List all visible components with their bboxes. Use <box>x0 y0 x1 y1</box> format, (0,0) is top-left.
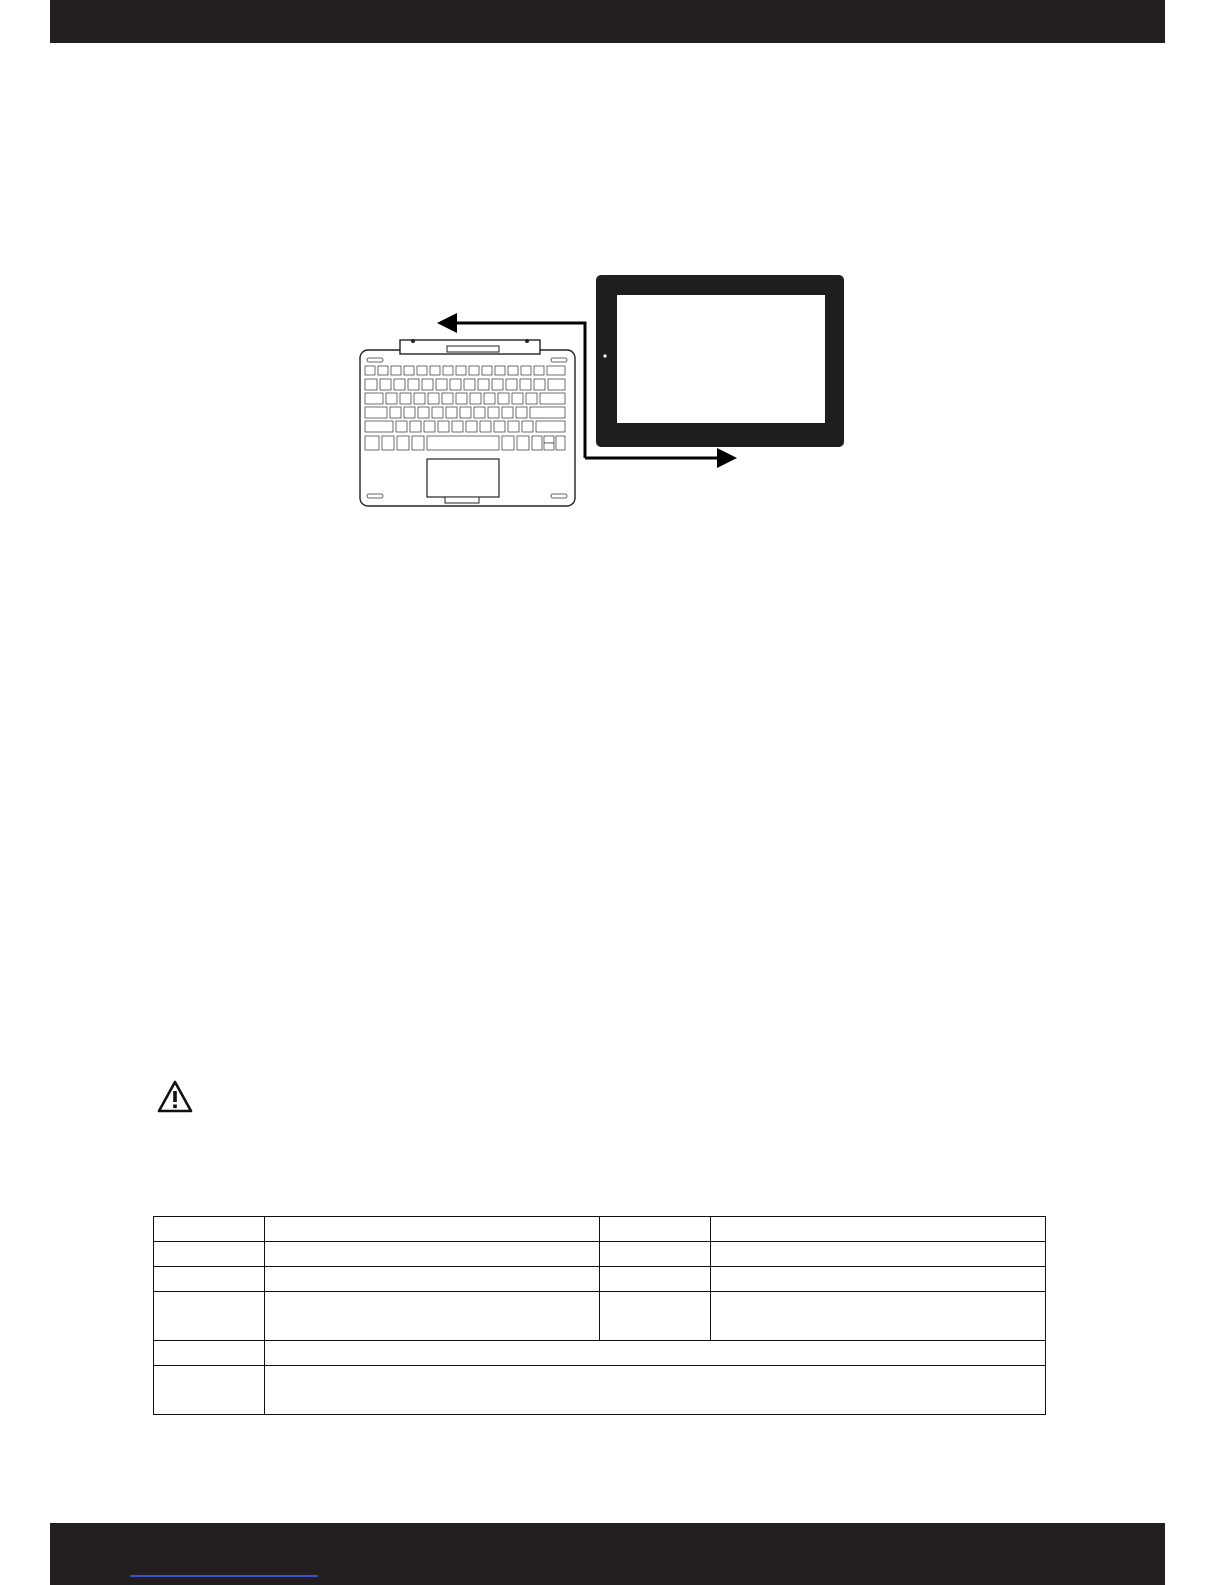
table-row <box>154 1242 1046 1267</box>
table-row <box>154 1292 1046 1341</box>
arrow-right-head <box>717 448 737 468</box>
table-cell <box>600 1267 711 1292</box>
table-row <box>154 1341 1046 1366</box>
table-cell <box>600 1217 711 1242</box>
arrow-left-head <box>437 313 457 333</box>
footer-link-underline[interactable] <box>130 1575 318 1577</box>
table-cell <box>154 1217 265 1242</box>
table-row <box>154 1267 1046 1292</box>
table-cell <box>265 1217 600 1242</box>
table-cell <box>711 1267 1046 1292</box>
spec-table <box>153 1216 1046 1415</box>
table-cell <box>265 1366 1046 1415</box>
table-cell <box>600 1242 711 1267</box>
table-cell <box>265 1242 600 1267</box>
tablet <box>596 275 844 447</box>
warning-triangle-icon <box>157 1080 193 1114</box>
table-row <box>154 1366 1046 1415</box>
table-cell <box>265 1292 600 1341</box>
table-cell <box>600 1292 711 1341</box>
table-cell <box>154 1242 265 1267</box>
table-cell <box>711 1217 1046 1242</box>
table-cell <box>265 1341 1046 1366</box>
header-bar <box>50 0 1165 43</box>
table-cell <box>711 1242 1046 1267</box>
table-cell <box>154 1366 265 1415</box>
keyboard-dock <box>360 339 575 506</box>
keyboard-dock-tablet-illustration <box>355 268 855 518</box>
table-cell <box>154 1292 265 1341</box>
footer-bar <box>50 1523 1165 1585</box>
table-row <box>154 1217 1046 1242</box>
table-cell <box>154 1267 265 1292</box>
table-cell <box>711 1292 1046 1341</box>
table-cell <box>265 1267 600 1292</box>
table-cell <box>154 1341 265 1366</box>
